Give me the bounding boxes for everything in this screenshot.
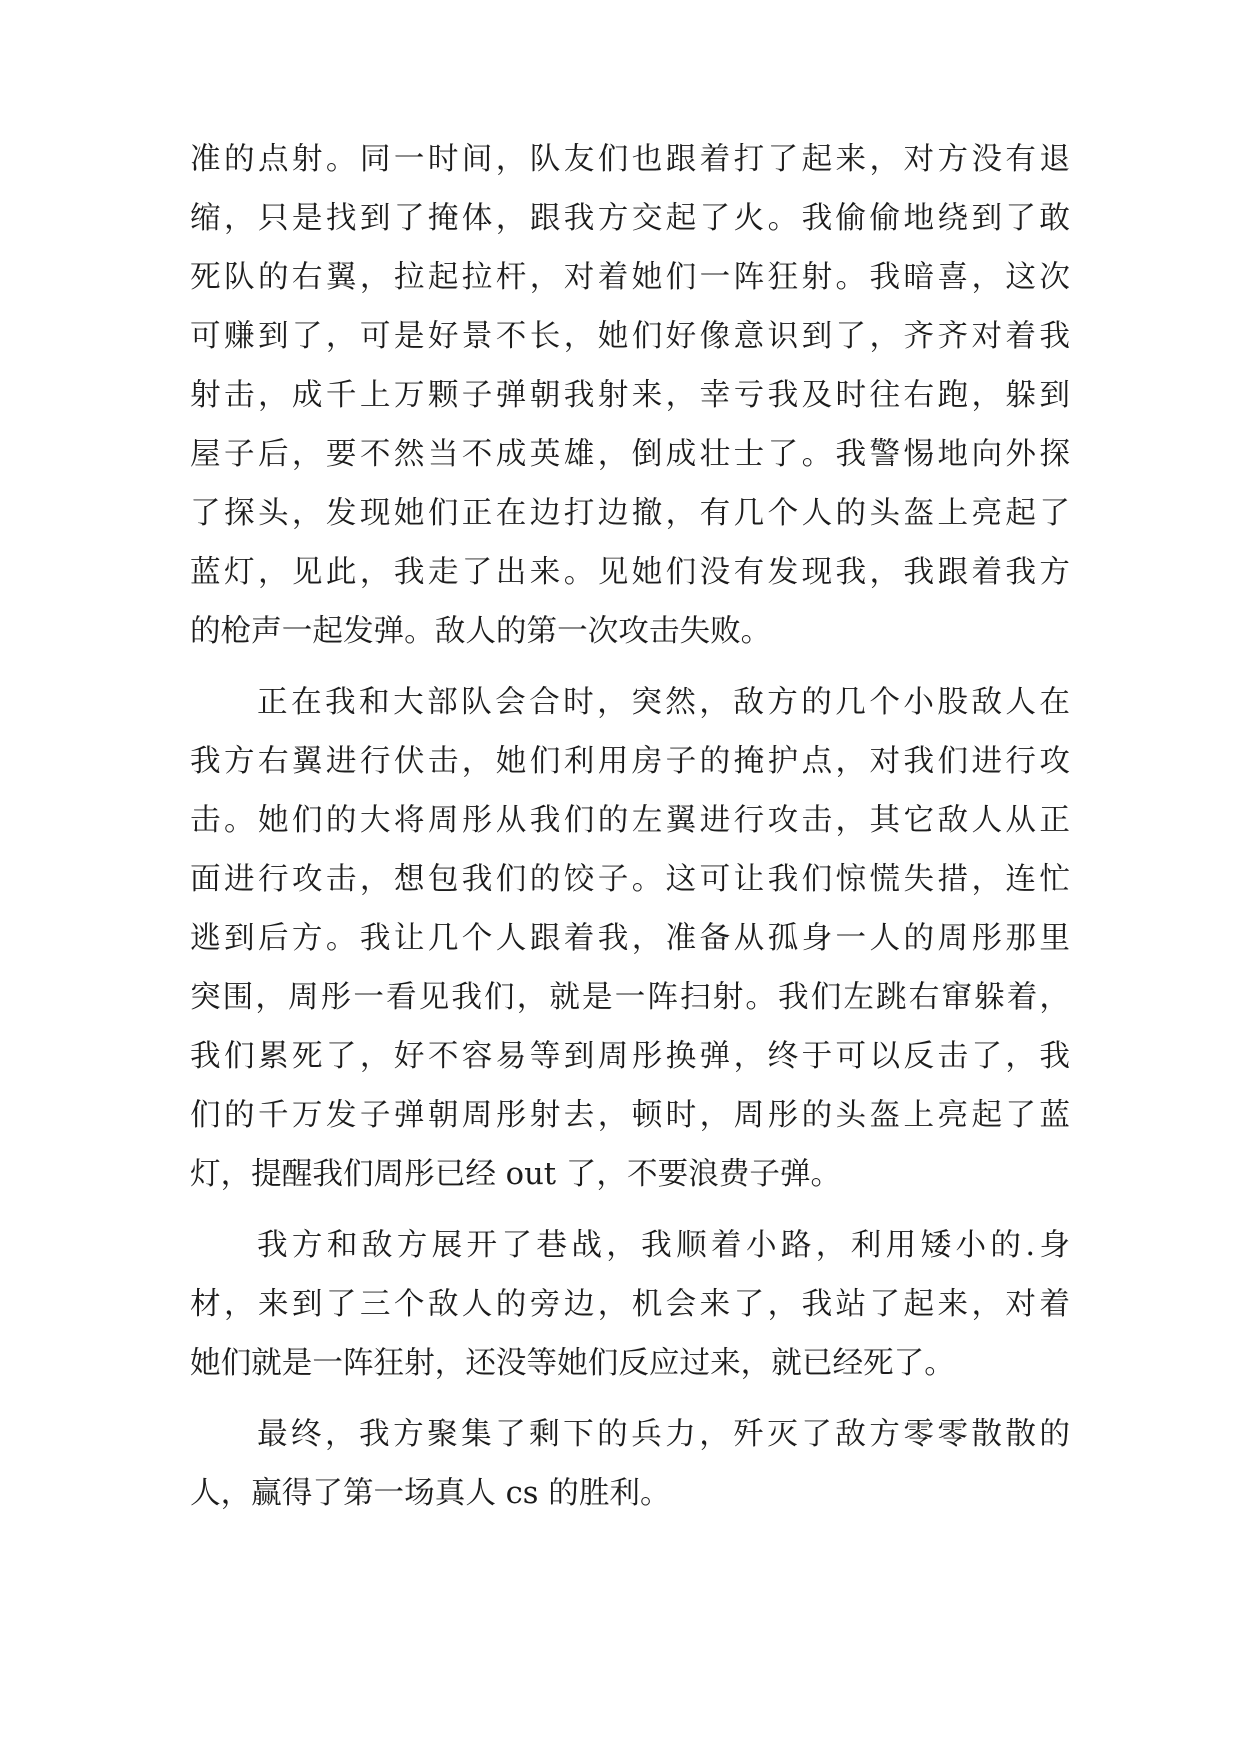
text-line: 射击，成千上万颗子弹朝我射来，幸亏我及时往右跑，躲到	[190, 378, 1070, 413]
text-line: 屋子后，要不然当不成英雄，倒成壮士了。我警惕地向外探	[190, 437, 1070, 472]
paragraph-first-line: 我方和敌方展开了巷战，我顺着小路，利用矮小的.身	[257, 1228, 1070, 1263]
text-line: 面进行攻击，想包我们的饺子。这可让我们惊慌失措，连忙	[190, 862, 1070, 897]
text-line: 逃到后方。我让几个人跟着我，准备从孤身一人的周彤那里	[190, 921, 1070, 956]
text-line: 材，来到了三个敌人的旁边，机会来了，我站了起来，对着	[190, 1287, 1070, 1322]
text-line: 们的千万发子弹朝周彤射去，顿时，周彤的头盔上亮起了蓝	[190, 1098, 1070, 1133]
text-line: 可赚到了，可是好景不长，她们好像意识到了，齐齐对着我	[190, 319, 1070, 354]
text-line: 击。她们的大将周彤从我们的左翼进行攻击，其它敌人从正	[190, 803, 1070, 838]
text-line: 蓝灯，见此，我走了出来。见她们没有发现我，我跟着我方	[190, 555, 1070, 590]
text-line: 人，赢得了第一场真人 cs 的胜利。	[190, 1476, 671, 1511]
text-line: 我们累死了，好不容易等到周彤换弹，终于可以反击了，我	[190, 1039, 1070, 1074]
text-line: 死队的右翼，拉起拉杆，对着她们一阵狂射。我暗喜，这次	[190, 260, 1070, 295]
paragraph-first-line: 正在我和大部队会合时，突然，敌方的几个小股敌人在	[257, 685, 1070, 720]
paragraph-first-line: 最终，我方聚集了剩下的兵力，歼灭了敌方零零散散的	[257, 1417, 1070, 1452]
text-line: 缩，只是找到了掩体，跟我方交起了火。我偷偷地绕到了敢	[190, 201, 1070, 236]
text-line: 准的点射。同一时间，队友们也跟着打了起来，对方没有退	[190, 142, 1070, 177]
text-line: 我方右翼进行伏击，她们利用房子的掩护点，对我们进行攻	[190, 744, 1070, 779]
text-line: 了探头，发现她们正在边打边撤，有几个人的头盔上亮起了	[190, 496, 1070, 531]
text-line: 灯，提醒我们周彤已经 out 了，不要浪费子弹。	[190, 1157, 842, 1192]
text-line: 的枪声一起发弹。敌人的第一次攻击失败。	[190, 614, 772, 649]
text-line: 突围，周彤一看见我们，就是一阵扫射。我们左跳右窜躲着，	[190, 980, 1070, 1015]
text-line: 她们就是一阵狂射，还没等她们反应过来，就已经死了。	[190, 1346, 955, 1381]
